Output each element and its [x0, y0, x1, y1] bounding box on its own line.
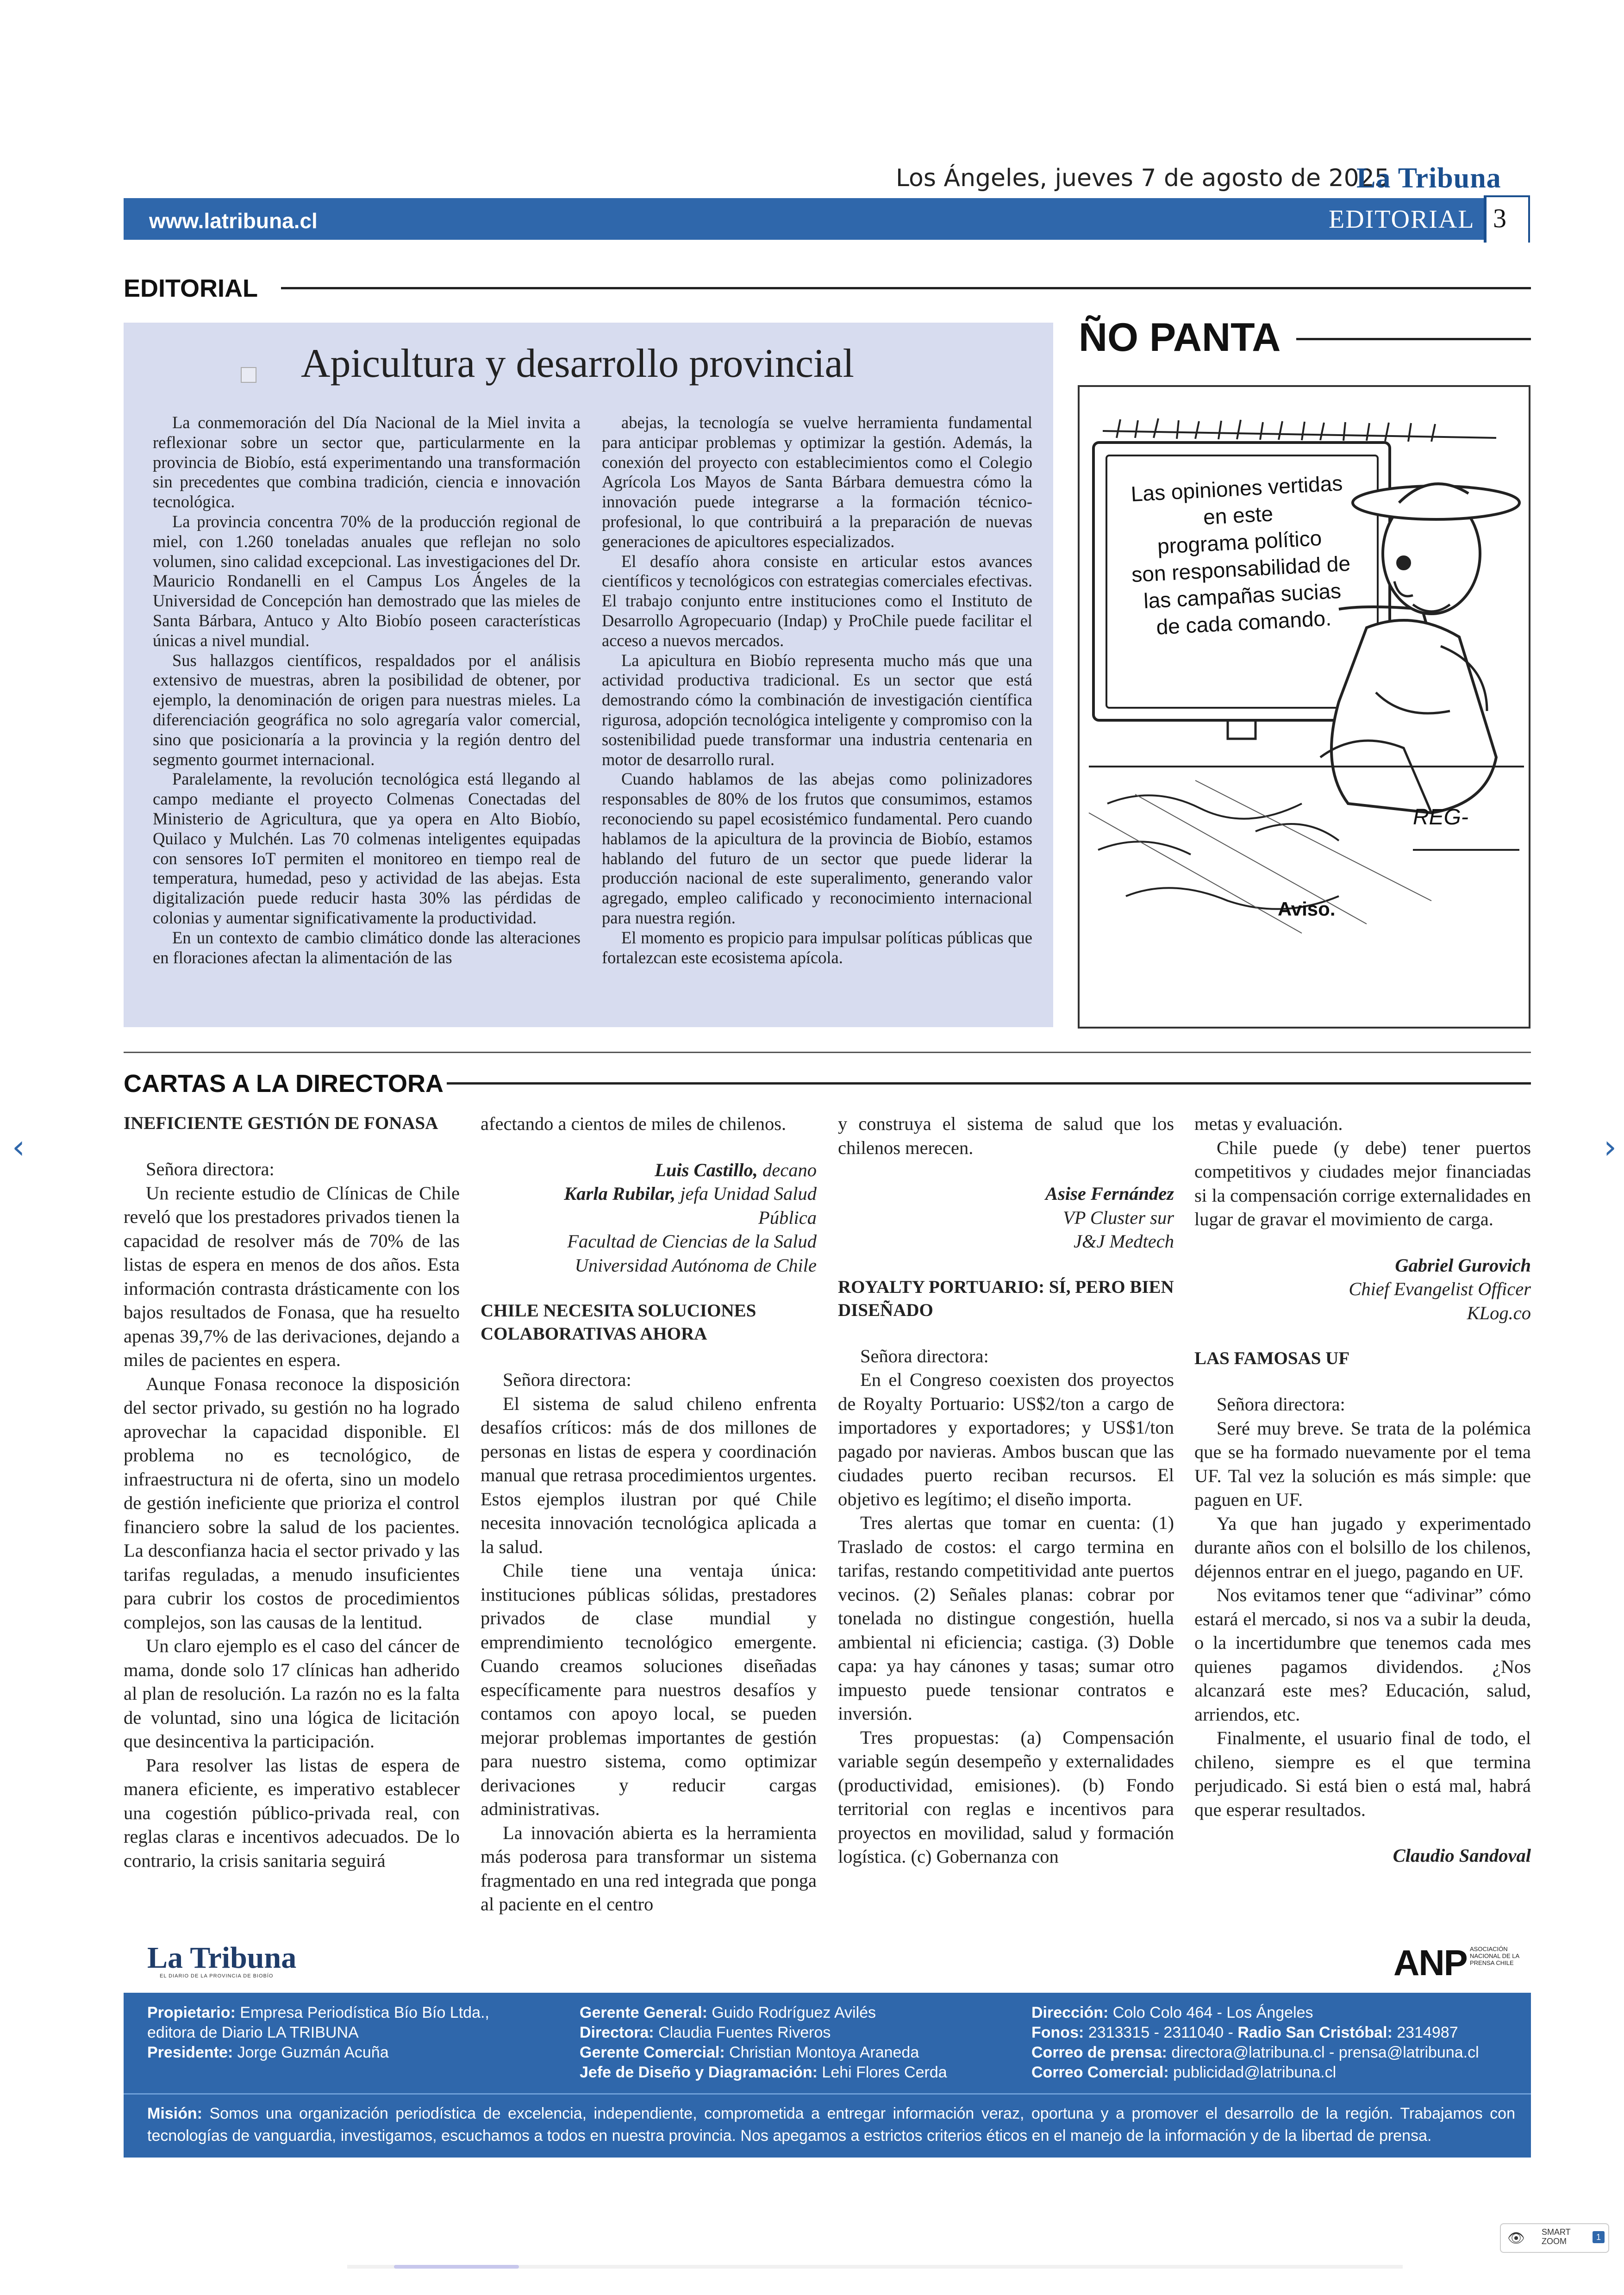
- footer-label: Dirección:: [1031, 2004, 1109, 2021]
- footer-line: [1031, 2023, 1522, 2043]
- footer-value: 2313315 - 2311040 -: [1088, 2024, 1233, 2041]
- letter-signature: Asise Fernández: [1045, 1183, 1174, 1204]
- section-label: EDITORIAL: [1329, 205, 1475, 234]
- zoom-level: 1: [1593, 2231, 1605, 2243]
- spacer: [481, 1136, 817, 1158]
- footer-line: [580, 2003, 996, 2023]
- letter-title: ROYALTY PORTUARIO: SÍ, PERO BIEN DISEÑADO: [838, 1277, 1174, 1320]
- letter-signature: Gabriel Gurovich: [1395, 1254, 1531, 1276]
- next-page-icon[interactable]: ›: [1604, 1128, 1617, 1166]
- letter-title: CHILE NECESITA SOLUCIONES COLABORATIVAS AHORA: [481, 1301, 756, 1344]
- cartoon-screen-line-3: programa político: [1156, 525, 1323, 559]
- cartoon-illustration: [1080, 387, 1529, 1027]
- letters-column-2: [481, 1112, 817, 1916]
- letter-paragraph: Nos evitamos tener que “adivinar” cómo estará el mercado, si nos va a subir la deuda, o la incertidumbre que tenemos cada mes quienes pagamos dividendos. ¿Nos alcanzará este mes? Educación, salud, arriendos, etc.: [1194, 1584, 1531, 1725]
- signature-name: Karla Rubilar,: [564, 1183, 676, 1204]
- cartoon-caption: Aviso.: [1278, 898, 1336, 920]
- letter-signature: VP Cluster sur: [1062, 1207, 1174, 1228]
- footer-label: Radio San Cristóbal:: [1237, 2024, 1393, 2041]
- letter-paragraph: Para resolver las listas de espera de manera eficiente, es imperativo establecer una cogestión público-privada real, con reglas claras e incentivos adecuados. De lo contrario, la crisis sanitaria seguirá: [124, 1754, 460, 1871]
- cartoon-heading: ÑO PANTA: [1079, 315, 1281, 360]
- footer-column-2: [580, 2003, 996, 2083]
- letter-paragraph: La innovación abierta es la herramienta más poderosa para transformar un sistema fragmentado en una red integrada que ponga al paciente en el centro: [481, 1822, 817, 1915]
- spacer: [1194, 1325, 1531, 1347]
- spacer: [838, 1254, 1174, 1276]
- footer-label: Propietario:: [147, 2004, 236, 2021]
- letter-paragraph: Un reciente estudio de Clínicas de Chile reveló que los prestadores privados tienen la capacidad de resolver más de 70% de las listas de espera en menos de dos años. Esta información contrasta drásticamente con los bajos resultados de Fonasa, que ha resuelto apenas 39,7% de las derivaciones, dejando a miles de pacientes en espera.: [124, 1182, 460, 1370]
- editorial-paragraph: El desafío ahora consiste en articular estos avances científicos y tecnológicos con estrategias comerciales efectivas. El trabajo conjunto entre instituciones como el Instituto de Desarrollo Agropecuario (Indap) y ProChile puede facilitar el acceso a nuevos mercados.: [602, 551, 1032, 650]
- footer-line: [580, 2063, 996, 2083]
- section-divider: [124, 1052, 1531, 1053]
- editorial-paragraph: La apicultura en Biobío representa mucho más que una actividad productiva tradicional. Es un sector que está demostrando cómo la combinación de investigación científica rigurosa, adopción tecnológica inteligente y compromiso con la sostenibilidad puede transformar una industria centenaria en motor de desarrollo rural.: [602, 650, 1032, 769]
- footer-divider: [124, 2093, 1531, 2095]
- signature-name: Luis Castillo,: [655, 1159, 758, 1180]
- editorial-paragraph: En un contexto de cambio climático donde las alteraciones en floraciones afectan la alimentación de las: [153, 928, 581, 967]
- editorial-column-2: [602, 413, 1032, 967]
- letter-paragraph: afectando a cientos de miles de chilenos.: [481, 1113, 787, 1134]
- footer-value: Claudia Fuentes Riveros: [658, 2024, 831, 2041]
- spacer: [838, 1160, 1174, 1182]
- letters-column-4: [1194, 1112, 1531, 1868]
- footer-column-3: [1031, 2003, 1522, 2083]
- footer-column-1: [147, 2003, 555, 2063]
- letter-paragraph: Chile tiene una ventaja única: instituciones públicas sólidas, prestadores privados de clase mundial y emprendimiento tecnológico emergente. Cuando creamos soluciones diseñadas específicamente para nuestros desafíos y contamos con apoyo local, se pueden mejorar problemas importantes de gestión para nuestro sistema, como optimizar derivaciones y reducir cargas administrativas.: [481, 1560, 817, 1819]
- editorial-paragraph: Cuando hablamos de las abejas como polinizadores responsables de 80% de los frutos que consumimos, estamos reconociendo su papel ecosistémico fundamental. Pero cuando hablamos de la apicultura de la provincia de Biobío, estamos hablando del futuro de un sector que puede liderar la producción nacional de este superalimento, generando valor agregado, empleo calificado y reconocimiento internacional para nuestra región.: [602, 769, 1032, 927]
- smart-zoom-label: SMART ZOOM: [1542, 2227, 1571, 2246]
- footer-logo: La Tribuna: [147, 1941, 297, 1975]
- footer-line: [1031, 2043, 1522, 2063]
- footer-value: Jorge Guzmán Acuña: [237, 2044, 389, 2061]
- spacer: [124, 1135, 460, 1157]
- letter-paragraph: Tres alertas que tomar en cuenta: (1) Traslado de costos: el cargo termina en tarifas, restando competitividad ante puertos vecinos. (2) Señales planas: cobrar por tonelada no distingue congestión, huella ambiental ni eficiencia; castiga. (3) Doble capa: ya hay cánones y tasas; sumar otro impuesto puede tensionar contratos e inversión.: [838, 1512, 1174, 1724]
- footer-line: [147, 2003, 555, 2023]
- spacer: [1194, 1231, 1531, 1254]
- footer-logo-subtitle: EL DIARIO DE LA PROVINCIA DE BIOBÍO: [160, 1973, 274, 1979]
- editorial-column-1: [153, 413, 581, 967]
- cartoon-screen-line-5: las campañas sucias: [1143, 578, 1342, 613]
- cartoon-signature: REG-: [1413, 805, 1468, 829]
- letter-paragraph: Seré muy breve. Se trata de la polémica que se ha formado nuevamente por el tema UF. Tal vez la solución es más simple: que paguen en UF.: [1194, 1417, 1531, 1510]
- spacer: [481, 1346, 817, 1368]
- footer-label: Presidente:: [147, 2044, 233, 2061]
- letters-rule: [447, 1082, 1531, 1085]
- spacer: [1194, 1370, 1531, 1392]
- site-url-link[interactable]: www.latribuna.cl: [149, 209, 318, 233]
- letter-paragraph: Señora directora:: [503, 1369, 631, 1390]
- anp-logo: ANP: [1393, 1942, 1467, 1983]
- footer-value: Empresa Periodística Bío Bío Ltda.,: [240, 2004, 489, 2021]
- editorial-paragraph: Paralelamente, la revolución tecnológica está llegando al campo mediante el proyecto Colmenas Conectadas del Ministerio de Agricultura, que ya opera en Alto Biobío, Quilaco y Mulchén. Las 70 colmenas inteligentes equipadas con sensores IoT permiten el monitoreo en tiempo real de temperatura, humedad, peso y actividad de las abejas. Esta digitalización puede reducir hasta 30% las pérdidas de colonias y aumentar significativamente la productividad.: [153, 769, 581, 927]
- footer-label: Gerente Comercial:: [580, 2044, 725, 2061]
- footer-label: Fonos:: [1031, 2024, 1084, 2041]
- letter-signature: Universidad Autónoma de Chile: [575, 1254, 817, 1276]
- letter-paragraph: Un claro ejemplo es el caso del cáncer de mama, donde solo 17 clínicas han adherido al plan de resolución. La razón no es la falta de voluntad, sino una lógica de licitación que desincentiva la participación.: [124, 1635, 460, 1752]
- letter-paragraph: Señora directora:: [860, 1345, 989, 1366]
- letter-signature: Facultad de Ciencias de la Salud: [567, 1231, 817, 1252]
- header-date: Los Ángeles, jueves 7 de agosto de 2025: [896, 164, 1390, 192]
- editorial-paragraph: El momento es propicio para impulsar políticas públicas que fortalezcan este ecosistema apícola.: [602, 928, 1032, 967]
- letter-paragraph: metas y evaluación.: [1194, 1113, 1343, 1134]
- editorial-paragraph: La provincia concentra 70% de la producción regional de miel, con 1.260 toneladas anuales que reflejan no solo volumen, sino calidad excepcional. Las investigaciones del Dr. Mauricio Rondanelli en el Campus Los Ángeles de la Universidad de Concepción han demostrado que las mieles de Santa Bárbara, Antuco y Alto Biobío poseen características únicas a nivel mundial.: [153, 511, 581, 650]
- eye-icon: 👁: [1507, 2230, 1525, 2246]
- letter-signature: [481, 1158, 817, 1182]
- scrollbar-thumb[interactable]: [394, 2265, 519, 2269]
- signature-role: decano: [762, 1159, 817, 1180]
- letter-signature: KLog.co: [1467, 1302, 1531, 1323]
- editorial-heading: EDITORIAL: [124, 274, 258, 302]
- footer-label: Directora:: [580, 2024, 654, 2041]
- editorial-paragraph: La conmemoración del Día Nacional de la Miel invita a reflexionar sobre un sector que, particularmente en la provincia de Biobío, está experimentando una transformación sin precedentes que combina tradición, ciencia e innovación tecnológica.: [153, 413, 581, 511]
- footer-value: 2314987: [1397, 2024, 1458, 2041]
- cartoon-frame: [1078, 385, 1530, 1029]
- letters-column-1: [124, 1112, 460, 1872]
- letter-paragraph: Ya que han jugado y experimentado durante años con el bolsillo de los chilenos, déjennos entrar en el juego, pagando en UF.: [1194, 1513, 1531, 1582]
- letter-signature: Pública: [758, 1207, 817, 1228]
- letter-title: LAS FAMOSAS UF: [1194, 1348, 1350, 1368]
- mission-statement: [147, 2102, 1515, 2147]
- footer-label: Correo Comercial:: [1031, 2064, 1169, 2081]
- image-placeholder-icon: [241, 367, 256, 383]
- letter-paragraph: Chile puede (y debe) tener puertos competitivos y ciudades mejor financiadas si la compensación corrige externalidades en lugar de gravar el movimiento de carga.: [1194, 1137, 1531, 1229]
- footer-value: editora de Diario LA TRIBUNA: [147, 2024, 359, 2041]
- page-number-box: [1484, 195, 1530, 243]
- prev-page-icon[interactable]: ‹: [12, 1128, 25, 1166]
- letter-paragraph: Finalmente, el usuario final de todo, el chileno, siempre es el que termina perjudicado. Si está bien o está mal, habrá que esperar resultados.: [1194, 1727, 1531, 1820]
- anp-logo-text: ASOCIACIÓN NACIONAL DE LA PRENSA CHILE: [1470, 1946, 1519, 1966]
- cartoon-screen-line-2: en este: [1202, 501, 1274, 530]
- letter-paragraph: Tres propuestas: (a) Compensación variable según desempeño y externalidades (productividad, emisiones). (b) Fondo territorial con reglas e incentivos para proyectos en movilidad, salud y formación logística. (c) Gobernanza con: [838, 1727, 1174, 1867]
- letters-heading: CARTAS A LA DIRECTORA: [124, 1070, 443, 1098]
- letter-paragraph: y construya el sistema de salud que los chilenos merecen.: [838, 1113, 1174, 1158]
- footer-value: Guido Rodríguez Avilés: [712, 2004, 876, 2021]
- spacer: [838, 1322, 1174, 1344]
- footer-line: [580, 2043, 996, 2063]
- newspaper-logo: La Tribuna: [1356, 162, 1501, 194]
- letter-paragraph: El sistema de salud chileno enfrenta desafíos críticos: más de dos millones de personas en listas de espera y coordinación manual que retrasa procedimientos urgentes. Estos ejemplos ilustran por qué Chile necesita innovación tecnológica aplicada a la salud.: [481, 1393, 817, 1557]
- signature-role: jefa Unidad Salud: [680, 1183, 817, 1204]
- letter-signature: [481, 1182, 817, 1206]
- letter-signature: Claudio Sandoval: [1393, 1845, 1531, 1866]
- letter-paragraph: Señora directora:: [146, 1159, 275, 1179]
- cartoon-screen-line-6: de cada comando.: [1156, 606, 1332, 639]
- spacer: [481, 1277, 817, 1299]
- cartoon-screen-line-4: son responsabilidad de: [1131, 551, 1351, 587]
- letter-paragraph: Señora directora:: [1217, 1394, 1345, 1415]
- footer-line: [147, 2023, 555, 2043]
- letter-signature: J&J Medtech: [1074, 1231, 1174, 1252]
- letter-signature: Chief Evangelist Officer: [1349, 1278, 1531, 1299]
- footer-line: [147, 2043, 555, 2063]
- letter-paragraph: En el Congreso coexisten dos proyectos de Royalty Portuario: US$2/ton a cargo de importadores y exportadores; y US$1/ton pagado por navieras. Ambos buscan que las ciudades puerto reciban recursos. El objetivo es legítimo; el diseño importa.: [838, 1369, 1174, 1509]
- letter-title: INEFICIENTE GESTIÓN DE FONASA: [124, 1113, 438, 1133]
- letter-paragraph: Aunque Fonasa reconoce la disposición del sector privado, su gestión no ha logrado aprovechar la capacidad disponible. El problema no es tecnológico, de infraestructura ni de oferta, sino un modelo de gestión ineficiente que prioriza el control financiero sobre la salud de los pacientes. La desconfianza hacia el sector privado y las tarifas reguladas, a menudo insuficientes para cubrir los costos de procedimientos complejos, son las causas de la lentitud.: [124, 1373, 460, 1633]
- footer-value: Christian Montoya Araneda: [729, 2044, 919, 2061]
- footer-line: [580, 2023, 996, 2043]
- footer-line: [1031, 2063, 1522, 2083]
- footer-label: Jefe de Diseño y Diagramación:: [580, 2064, 818, 2081]
- editorial-title: Apicultura y desarrollo provincial: [301, 341, 854, 386]
- footer-value: Colo Colo 464 - Los Ángeles: [1112, 2004, 1313, 2021]
- footer-value: directora@latribuna.cl - prensa@latribuna.cl: [1171, 2044, 1479, 2061]
- cartoon-screen-line-1: Las opiniones vertidas: [1130, 471, 1343, 506]
- footer-value: Lehi Flores Cerda: [822, 2064, 947, 2081]
- editorial-rule: [281, 287, 1531, 289]
- footer-label: Correo de prensa:: [1031, 2044, 1167, 2061]
- letters-column-3: [838, 1112, 1174, 1869]
- editorial-paragraph: abejas, la tecnología se vuelve herramienta fundamental para anticipar problemas y optimizar la gestión. Además, la conexión del proyecto con establecimientos como el Colegio Agrícola Los Mayos de Santa Bárbara demuestra cómo la innovación puede integrarse a la formación técnico-profesional, lo que contribuirá a la preparación de nuevas generaciones de apicultores especializados.: [602, 413, 1032, 551]
- mission-label: Misión:: [147, 2105, 202, 2122]
- footer-label: Gerente General:: [580, 2004, 707, 2021]
- footer-line: [1031, 2003, 1522, 2023]
- footer-value: publicidad@latribuna.cl: [1173, 2064, 1337, 2081]
- cartoon-rule: [1296, 338, 1531, 340]
- spacer: [1194, 1821, 1531, 1844]
- header-bar: [124, 198, 1503, 240]
- editorial-paragraph: Sus hallazgos científicos, respaldados por el análisis extensivo de muestras, abren la posibilidad de obtener, por ejemplo, la denominación de origen para nuestras mieles. La diferenciación geográfica no solo agregaría valor comercial, sino que posicionaría a la provincia y la región dentro del segmento gourmet internacional.: [153, 650, 581, 769]
- mission-text: Somos una organización periodística de excelencia, independiente, comprometida a entregar información veraz, oportuna y a promover el desarrollo de la región. Trabajamos con tecnologías de vanguardia, investigamos, escuchamos a todos en nuestra provincia. Nos apegamos a estrictos criterios éticos en el manejo de la información y de la libertad de prensa.: [147, 2105, 1515, 2145]
- page-number: 3: [1493, 203, 1506, 233]
